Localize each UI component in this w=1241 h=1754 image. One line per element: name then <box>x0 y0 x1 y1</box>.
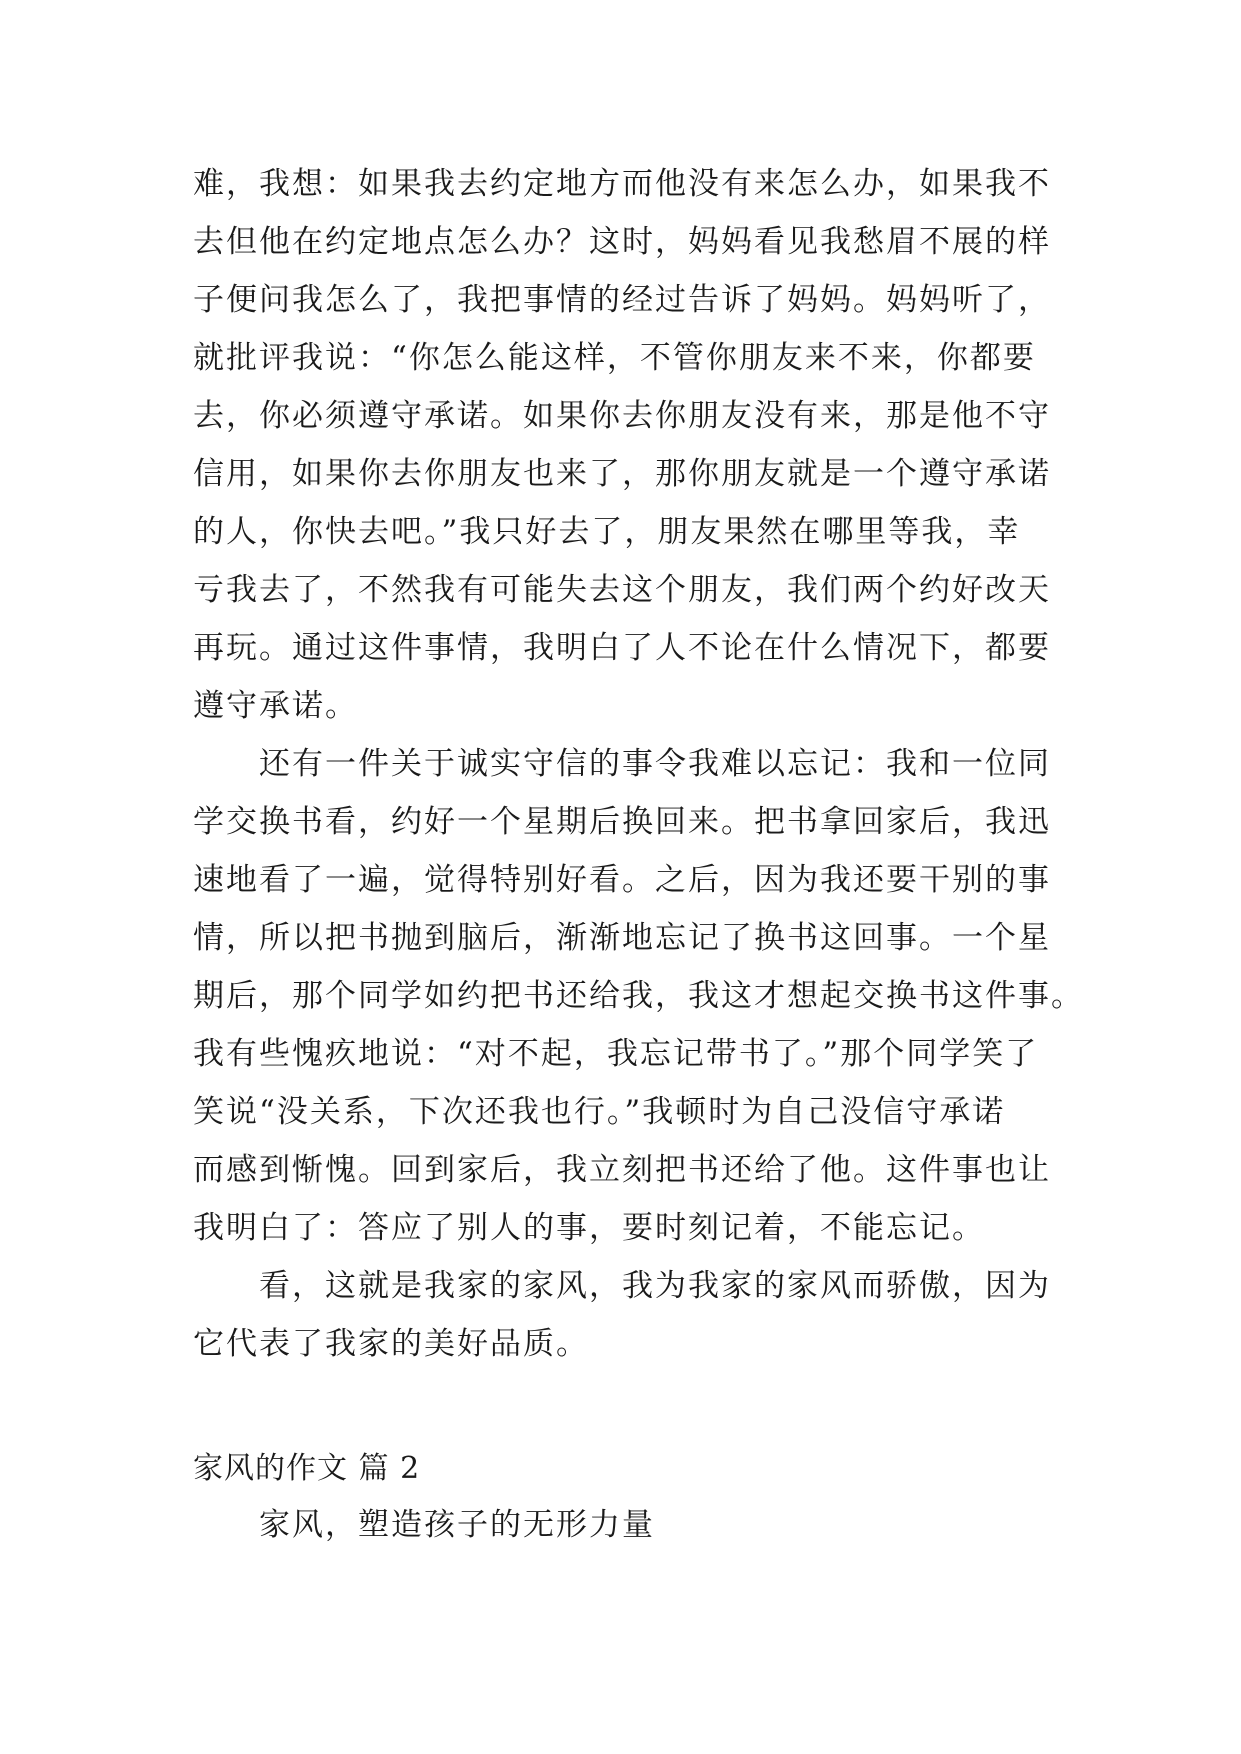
text-line: 看，这就是我家的家风，我为我家的家风而骄傲，因为 <box>193 1268 1051 1304</box>
section-heading: 家风的作文 篇 2 <box>193 1451 421 1486</box>
text-line: 去但他在约定地点怎么办？这时，妈妈看见我愁眉不展的样 <box>193 224 1051 260</box>
text-line: 我明白了：答应了别人的事，要时刻记着，不能忘记。 <box>193 1210 985 1246</box>
text-line: 子便问我怎么了，我把事情的经过告诉了妈妈。妈妈听了， <box>193 282 1051 318</box>
text-line: 遵守承诺。 <box>193 688 358 724</box>
text-line: 学交换书看，约好一个星期后换回来。把书拿回家后，我迅 <box>193 804 1051 840</box>
text-line: 我有些愧疚地说：“对不起，我忘记带书了。”那个同学笑了 <box>193 1036 1039 1072</box>
text-line: 的人，你快去吧。”我只好去了，朋友果然在哪里等我，幸 <box>193 514 1021 550</box>
text-line: 再玩。通过这件事情，我明白了人不论在什么情况下，都要 <box>193 630 1051 666</box>
text-line: 信用，如果你去你朋友也来了，那你朋友就是一个遵守承诺 <box>193 456 1051 492</box>
text-line: 还有一件关于诚实守信的事令我难以忘记：我和一位同 <box>193 746 1051 782</box>
text-line: 速地看了一遍，觉得特别好看。之后，因为我还要干别的事 <box>193 862 1051 898</box>
text-line: 情，所以把书抛到脑后，渐渐地忘记了换书这回事。一个星 <box>193 920 1051 956</box>
text-line: 它代表了我家的美好品质。 <box>193 1326 589 1362</box>
text-line: 笑说“没关系，下次还我也行。”我顿时为自己没信守承诺 <box>193 1094 1006 1130</box>
text-line: 去，你必须遵守承诺。如果你去你朋友没有来，那是他不守 <box>193 398 1051 434</box>
text-line: 难，我想：如果我去约定地方而他没有来怎么办，如果我不 <box>193 166 1051 202</box>
text-line: 亏我去了，不然我有可能失去这个朋友，我们两个约好改天 <box>193 572 1051 608</box>
text-line: 期后，那个同学如约把书还给我，我这才想起交换书这件事。 <box>193 978 1084 1014</box>
text-line: 而感到惭愧。回到家后，我立刻把书还给了他。这件事也让 <box>193 1152 1051 1188</box>
section-first-line: 家风，塑造孩子的无形力量 <box>193 1507 655 1543</box>
text-line: 就批评我说：“你怎么能这样，不管你朋友来不来，你都要 <box>193 340 1036 376</box>
